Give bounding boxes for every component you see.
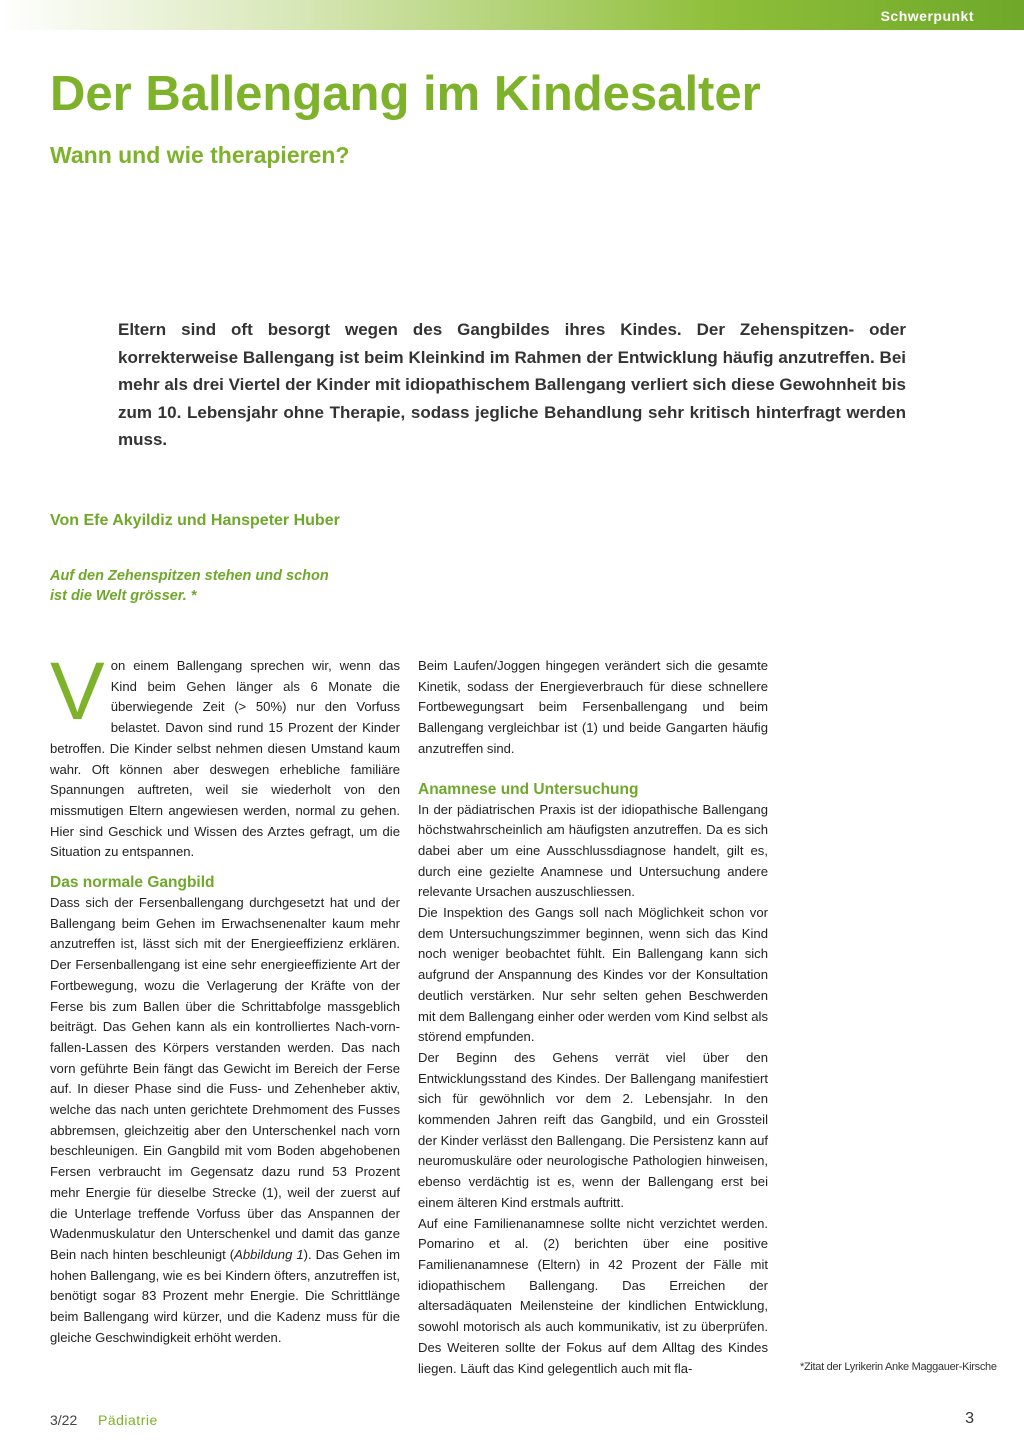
page-number: 3 — [965, 1410, 974, 1427]
body-paragraph — [50, 893, 400, 1348]
column-middle — [418, 656, 768, 1379]
intro-paragraph — [50, 646, 400, 863]
issue-number: 3/22 — [50, 1412, 78, 1428]
body-paragraph: In der pädiatrischen Praxis ist der idiopathische Ballengang höchstwahrscheinlich am häufigsten anzutreffen. Da es sich dabei aber um eine Ausschlussdiagnose handelt, gilt es, durch eine gezielte Anamnese und Untersuchung andere relevante Ursachen auszuschliessen. — [418, 801, 768, 900]
epigraph-quote — [50, 566, 390, 606]
quote-line-2: ist die Welt grösser. * — [50, 588, 197, 604]
article-title: Der Ballengang im Kindesalter — [50, 67, 761, 121]
article-subtitle: Wann und wie therapieren? — [50, 142, 350, 168]
body-text: Dass sich der Fersenballengang durchgesetzt hat und der Ballengang beim Gehen im Erwachsenenalter kaum mehr anzutreffen ist, lässt sich mit der Energieeffizienz erklären. Der Fersenballengang ist eine sehr energieeffiziente Art der Fortbewegung, wozu die Verlagerung der Kräfte von der Ferse bis zum Ballen über die Schrittabfolge massgeblich beiträgt. Das Gehen kann als ein kontrolliertes Nach-vorn-fallen-Lassen des Körpers verstanden werden. Das nach vorn geführte Bein fängt das Gewicht im Bereich der Ferse auf. In dieser Phase sind die Fuss- und Zehenheber aktiv, welche das nach unten gerichtete Drehmoment des Fusses abbremsen, gleichzeitig aber den Unterschenkel nach vorn beschleunigen. Ein Gangbild mit vom Boden abgehobenen Fersen verbraucht im Gegensatz dazu rund 53 Prozent mehr Energie für dieselbe Strecke (1), weil der zuerst auf die Unterlage treffende Vorfuss über das Anspannen der Wadenmuskulatur den Unterschenkel und damit das ganze Bein nach hinten beschleunigt ( — [50, 895, 400, 1262]
column-left — [50, 646, 400, 1349]
article-authors: Von Efe Akyildiz und Hanspeter Huber — [50, 512, 340, 529]
body-paragraph: Die Inspektion des Gangs soll nach Möglichkeit schon vor dem Untersuchungszimmer beginnen, wenn sich das Kind noch weniger beobachtet fühlt. Ein Ballengang kann sich aufgrund der Anspannung des Kindes vor der Konsultation deutlich verstärken. Nur sehr selten gehen Beschwerden mit dem Ballengang einher oder werden vom Kind selbst als störend empfunden. — [418, 905, 768, 1045]
figure-reference: Abbildung 1 — [234, 1246, 304, 1262]
section-heading-anamnese: Anamnese und Untersuchung — [418, 780, 639, 798]
body-text: ). Das Gehen im hohen Ballengang, wie es bei Kindern öfters, anzutreffen ist, benötigt sogar 83 Prozent mehr Energie. Die Schrittlänge beim Ballengang wird kürzer, und die Kadenz muss für die gleiche Geschwindigkeit erhöht werden. — [50, 1246, 400, 1345]
header-bar — [0, 0, 1024, 30]
intro-text: on einem Ballengang sprechen wir, wenn das Kind beim Gehen länger als 6 Monate die überwiegende Zeit (> 50%) nur den Vorfuss belastet. Davon sind rund 15 Prozent der Kinder betroffen. Die Kinder selbst nehmen diesen Umstand kaum wahr. Oft können aber deswegen erhebliche familiäre Spannungen auftreten, weil sie wiederholt von den missmutigen Eltern angewiesen werden, normal zu gehen. Hier sind Geschick und Wissen des Arztes gefragt, um die Situation zu entspannen. — [50, 658, 400, 860]
body-paragraph: Der Beginn des Gehens verrät viel über den Entwicklungsstand des Kindes. Der Ballengang manifestiert sich für gewöhnlich vor dem 2. Lebensjahr. In den kommenden Jahren reift das Gangbild, und ein Grossteil der Kinder verlässt den Ballengang. Die Persistenz kann auf neuromuskuläre oder neurologische Pathologien hinweisen, ebenso verdächtig ist es, wenn der Ballengang erst bei einem älteren Kind erstmals auftritt. — [418, 1049, 768, 1210]
body-paragraph: Beim Laufen/Joggen hingegen verändert sich die gesamte Kinetik, sodass der Energieverbrauch für diese schnellere Fortbewegungsart beim Fersenballengang und beim Ballengang vergleichbar ist (1) und beide Gangarten häufig anzutreffen sind. — [418, 658, 768, 756]
article-lead: Eltern sind oft besorgt wegen des Gangbildes ihres Kindes. Der Zehenspitzen- oder korrekterweise Ballengang ist beim Kleinkind im Rahmen der Entwicklung häufig anzutreffen. Bei mehr als drei Viertel der Kinder mit idiopathischem Ballengang verliert sich diese Gewohnheit bis zum 10. Lebensjahr ohne Therapie, sodass jegliche Behandlung sehr kritisch hinterfragt werden muss. — [118, 320, 906, 449]
section-heading-gangbild: Das normale Gangbild — [50, 874, 215, 892]
quote-footnote: *Zitat der Lyrikerin Anke Maggauer-Kirsche — [800, 1361, 997, 1373]
body-paragraph: Auf eine Familienanamnese sollte nicht verzichtet werden. Pomarino et al. (2) berichten über eine positive Familienanamnese (Eltern) in 42 Prozent der Fälle mit idiopathischem Ballengang. Das Erreichen der altersadäquaten Meilensteine der kindlichen Entwicklung, sowohl motorisch als auch kommunikativ, ist zu überprüfen. Des Weiteren sollte der Fokus auf dem Alltag des Kindes liegen. Läuft das Kind gelegentlich auch mit fla- — [418, 1215, 768, 1376]
section-label: Schwerpunkt — [880, 8, 974, 24]
drop-cap: V — [50, 646, 105, 737]
quote-line-1: Auf den Zehenspitzen stehen und schon — [50, 568, 329, 584]
magazine-name: Pädiatrie — [98, 1412, 158, 1428]
